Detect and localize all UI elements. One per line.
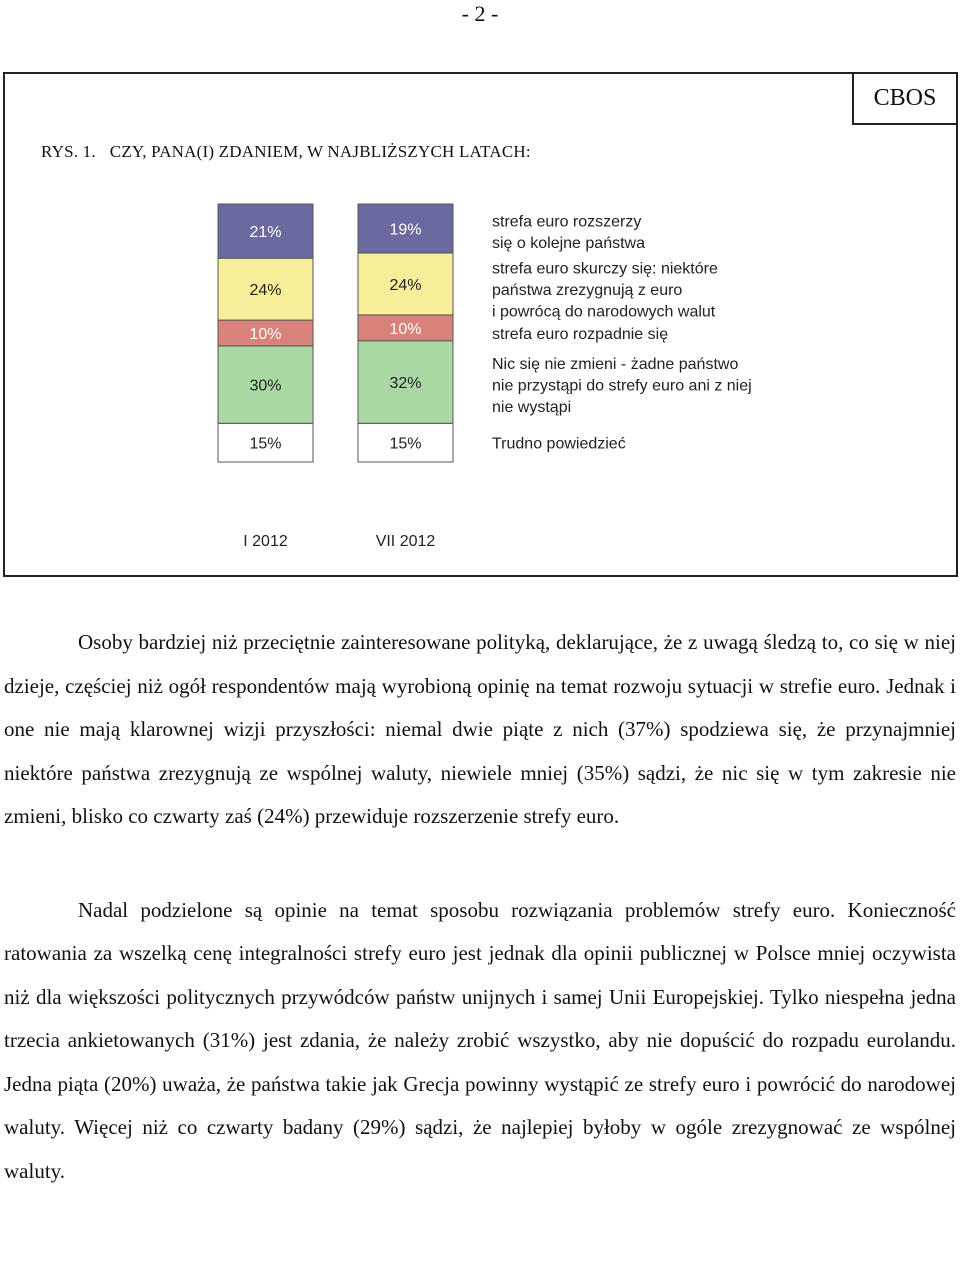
category-label-1: I 2012: [243, 533, 288, 550]
data-label-1-4: 24%: [249, 282, 282, 300]
stacked-bar-chart: [5, 74, 956, 575]
body-text: [4, 621, 956, 1193]
figure-label: RYS. 1.: [41, 142, 96, 161]
legend-item-5: strefa euro rozszerzy się o kolejne państwa: [492, 213, 645, 252]
category-label-2: VII 2012: [375, 533, 436, 550]
data-label-1-3: 10%: [249, 326, 282, 343]
data-label-1-5: 21%: [249, 224, 282, 242]
paragraph-2: Nadal podzielone są opinie na temat sposobu rozwiązania problemów strefy euro. Konieczność ratowania za wszelką cenę integralności strefy euro jest jednak dla opinii publicznej w Polsce mniej oczywista niż dla większości politycznych przywódców państw unijnych i samej Unii Europejskiej. Tylko niespełna jedna trzecia ankietowanych (31%) jest zdania, że należy zrobić wszystko, aby nie dopuścić do rozpadu eurolandu. Jedna piąta (20%) uważa, że państwa takie jak Grecja powinny wystąpić ze strefy euro i powrócić do narodowej waluty. Więcej niż co czwarty badany (29%) sądzi, że najlepiej byłoby w ogóle zrezygnować ze wspólnej waluty.: [4, 897, 956, 1183]
legend-item-3: strefa euro rozpadnie się: [492, 326, 669, 343]
data-label-2-5: 19%: [389, 221, 422, 239]
legend-item-4: strefa euro skurczy się: niektóre państwa zrezygnują z euro i powrócą do narodowych walut: [492, 260, 718, 321]
data-label-1-1: 15%: [249, 435, 282, 453]
data-label-2-3: 10%: [389, 320, 422, 338]
paragraph-1: Osoby bardziej niż przeciętnie zainteresowane polityką, deklarujące, że z uwagą śledzą to, co się w niej dzieje, częściej niż ogół respondentów mają wyrobioną opinię na temat rozwoju sytuacji w strefie euro. Jednak i one nie mają klarownej wizji przyszłości: niemal dwie piąte z nich (37%) spodziewa się, że przynajmniej niektóre państwa zrezygnują ze wspólnej waluty, niewiele mniej (35%) sądzi, że nic się w tym zakresie nie zmieni, blisko co czwarty zaś (24%) przewiduje rozszerzenie strefy euro.: [4, 630, 956, 828]
page-number: - 2 -: [461, 1, 499, 26]
legend-item-2: Nic się nie zmieni - żadne państwo nie przystąpi do strefy euro ani z niej nie wystąpi: [492, 356, 752, 417]
source-label: CBOS: [852, 72, 958, 125]
figure-frame: [3, 72, 958, 577]
data-label-2-2: 32%: [389, 375, 422, 393]
data-label-1-2: 30%: [249, 377, 282, 395]
data-label-2-4: 24%: [389, 276, 422, 294]
data-label-2-1: 15%: [389, 435, 422, 453]
figure-question: CZY, PANA(I) ZDANIEM, W NAJBLIŻSZYCH LATACH:: [109, 142, 531, 161]
legend-item-1: Trudno powiedzieć: [492, 435, 626, 453]
